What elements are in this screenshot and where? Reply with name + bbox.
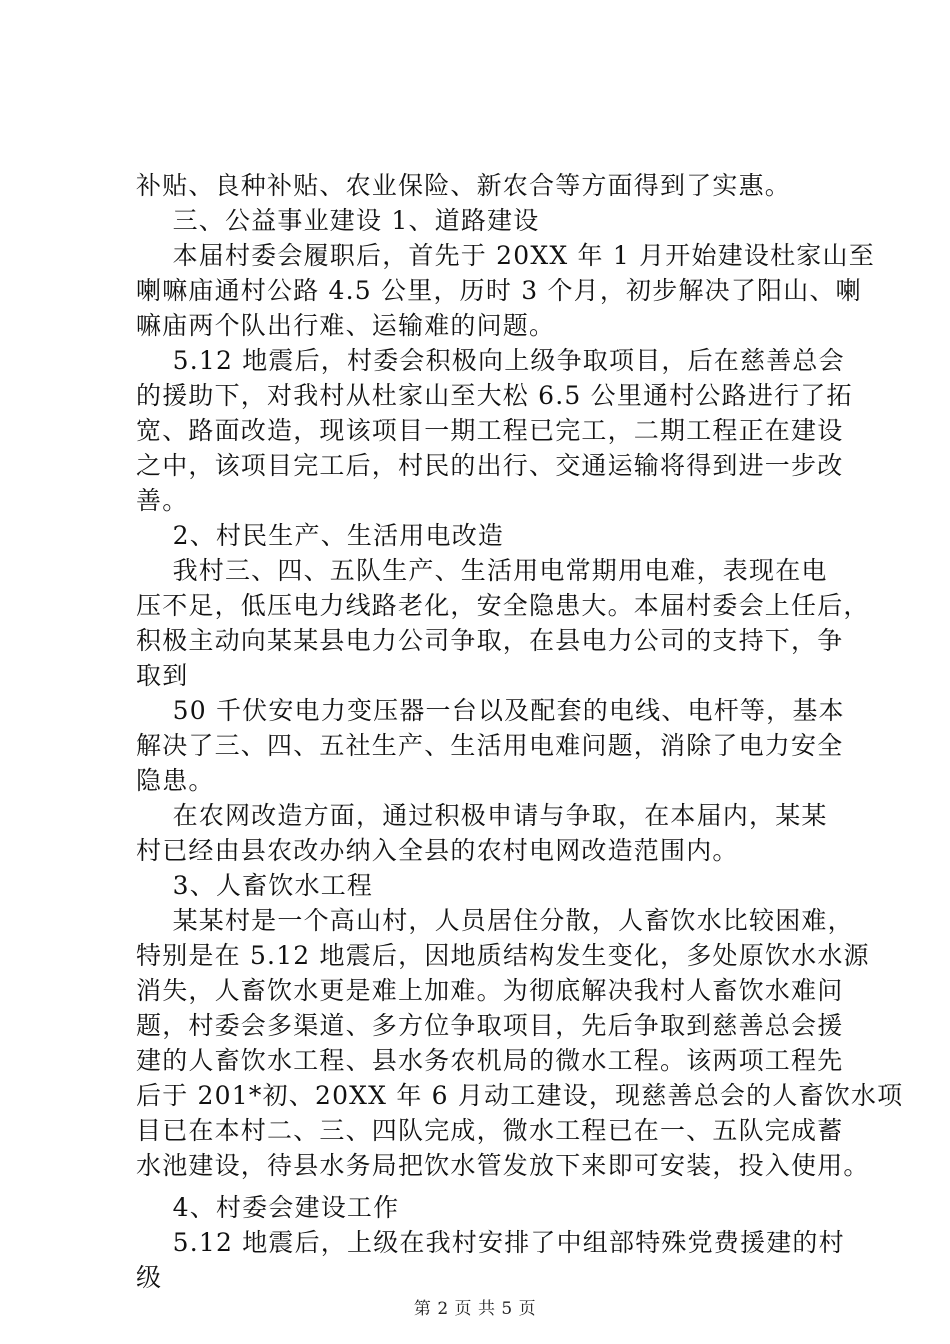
text-line: 特别是在 5.12 地震后，因地质结构发生变化，多处原饮水水源 [136, 941, 870, 970]
text-line: 某某村是一个高山村，人员居住分散，人畜饮水比较困难， [136, 906, 854, 935]
text-line: 隐患。 [136, 766, 215, 795]
text-line: 5.12 地震后，上级在我村安排了中组部特殊党费援建的村 [136, 1228, 845, 1257]
section-heading: 三、公益事业建设 1、道路建设 [136, 206, 540, 235]
text-line: 水池建设，待县水务局把饮水管发放下来即可安装，投入使用。 [136, 1151, 870, 1180]
text-line: 村已经由县农改办纳入全县的农村电网改造范围内。 [136, 836, 739, 865]
text-line: 我村三、四、五队生产、生活用电常期用电难，表现在电 [136, 556, 828, 585]
text-line: 级 [136, 1263, 163, 1292]
text-line: 的援助下，对我村从杜家山至大松 6.5 公里通村公路进行了拓 [136, 381, 853, 410]
text-line: 解决了三、四、五社生产、生活用电难问题，消除了电力安全 [136, 731, 844, 760]
text-line: 喇嘛庙通村公路 4.5 公里，历时 3 个月，初步解决了阳山、喇 [136, 276, 862, 305]
text-line: 取到 [136, 661, 189, 690]
text-line: 题，村委会多渠道、多方位争取项目，先后争取到慈善总会援 [136, 1011, 844, 1040]
page-footer: 第 2 页 共 5 页 [413, 1299, 537, 1319]
section-heading: 2、村民生产、生活用电改造 [136, 521, 505, 550]
text-line: 建的人畜饮水工程、县水务农机局的微水工程。该两项工程先 [136, 1046, 844, 1075]
section-heading: 4、村委会建设工作 [136, 1193, 400, 1222]
text-line: 补贴、良种补贴、农业保险、新农合等方面得到了实惠。 [136, 171, 792, 200]
text-line: 50 千伏安电力变压器一台以及配套的电线、电杆等，基本 [136, 696, 845, 725]
text-line: 后于 201*初、20XX 年 6 月动工建设，现慈善总会的人畜饮水项 [136, 1081, 904, 1110]
text-line: 之中，该项目完工后，村民的出行、交通运输将得到进一步改 [136, 451, 844, 480]
text-line: 本届村委会履职后，首先于 20XX 年 1 月开始建设杜家山至 [136, 241, 875, 270]
text-line: 在农网改造方面，通过积极申请与争取，在本届内，某某 [136, 801, 828, 830]
text-line: 压不足，低压电力线路老化，安全隐患大。本届村委会上任后， [136, 591, 870, 620]
text-line: 宽、路面改造，现该项目一期工程已完工，二期工程正在建设 [136, 416, 844, 445]
text-line: 善。 [136, 486, 189, 515]
section-heading: 3、人畜饮水工程 [136, 871, 374, 900]
text-line: 5.12 地震后，村委会积极向上级争取项目，后在慈善总会 [136, 346, 845, 375]
text-line: 嘛庙两个队出行难、运输难的问题。 [136, 311, 556, 340]
text-line: 积极主动向某某县电力公司争取，在县电力公司的支持下，争 [136, 626, 844, 655]
text-line: 消失，人畜饮水更是难上加难。为彻底解决我村人畜饮水难问 [136, 976, 844, 1005]
text-line: 目已在本村二、三、四队完成，微水工程已在一、五队完成蓄 [136, 1116, 844, 1145]
